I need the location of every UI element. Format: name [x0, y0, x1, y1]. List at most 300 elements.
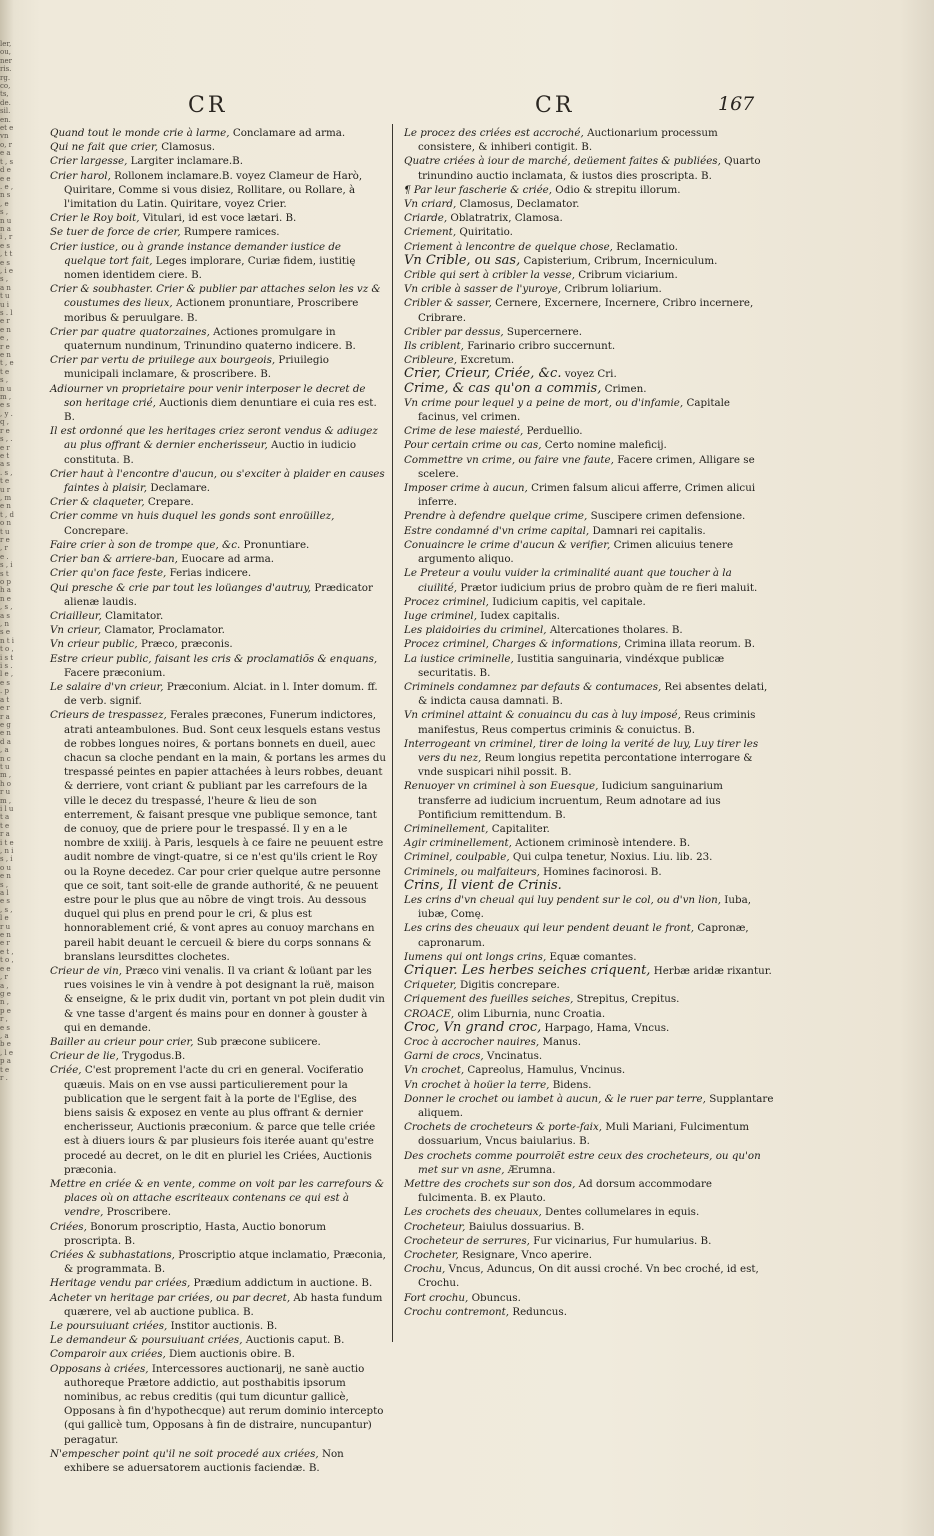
dictionary-entry	[50, 1035, 386, 1049]
entry-french: Criées,	[50, 1220, 87, 1233]
entry-french: Crocheteur,	[404, 1220, 466, 1233]
dictionary-entry	[50, 680, 386, 708]
entry-french: Donner le crochet ou iambet à aucun, & le ruer par terre,	[404, 1092, 706, 1105]
entry-french: Mettre en criée & en vente, comme on voit par les carrefours & places où on attache escriteaux contenans ce qui est à vendre,	[50, 1178, 385, 1219]
entry-latin: Clamosus, Declamator.	[456, 198, 580, 211]
entry-latin: Bidens.	[549, 1078, 592, 1091]
entry-latin: Reduncus.	[509, 1305, 567, 1318]
entry-latin: Ferales præcones, Funerum indictores, atrati anteambulones. Bud. Sont ceux lesquels estans vestus de robbes longues noires, & portans bonnets en dueil, auec chacun sa cloche pendant en la main, & portans les armes du trespassé peintes en papier attachées à leurs robbes, deuant & derriere, vont criant & publiant par les carrefours de la ville le decez du trespassé, l'heure & lieu de son enterrement, & faisant presque vne publique semonce, tant de conuoy, que de priere pour le trespassé. Il y en a le nombre de xxiiij. à Paris, lesquels à ce faire ne peuuent estre audit nombre de vingt-quatre, si ce n'est qu'ils crient le Roy ou la Royne decedez. Car pour crier quelque autre personne que ce soit, tant soit-elle de grande authorité, & ne peuuent estre pour le plus que au nõbre de vingt trois. Au dessous duquel qui plus en prend pour le cri, & plus est honnorablement crié, & vont apres au conuoy marchans en pareil habit deuant le cercueil & biere du corps sonnans & branslans leursdittes clochetes.	[64, 709, 386, 963]
dictionary-entry	[50, 240, 386, 283]
dictionary-entry	[404, 595, 774, 609]
entry-french: Criquer. Les herbes seiches criquent,	[404, 962, 651, 978]
entry-latin: Prætor iudicium prius de probro quàm de re fieri maluit.	[457, 581, 758, 594]
dictionary-entry	[404, 1063, 774, 1077]
page-number: 167	[718, 93, 755, 115]
entry-latin: Concrepare.	[64, 524, 129, 537]
entry-latin: Capreolus, Hamulus, Vncinus.	[464, 1064, 626, 1077]
dictionary-entry	[404, 268, 774, 282]
dictionary-entry	[50, 623, 386, 637]
entry-latin: Præco vini venalis. Il va criant & loüant par les rues voisines le vin à vendre à pot designant la ruë, maison & enseigne, & le prix dudit vin, portant vn pot plein dudit vin & vne tasse d'argent és mains pour en donner à gouster à qui en demande.	[64, 964, 385, 1034]
entry-latin: C'est proprement l'acte du cri en general. Vociferatio quæuis. Mais on en vse aussi particulierement pour la publication que le sergent fait à la porte de l'Eglise, des biens saisis & exposez en vente au plus offrant & dernier encherisseur, Auctionis præconium. & parce que telle criée est à diuers iours & par plusieurs fois iterée auant qu'estre procedé au decret, on le dit en pluriel les Criées, Auctionis præconia.	[64, 1064, 376, 1176]
entry-latin: Iustitia sanguinaria, vindéxque publicæ securitatis. B.	[418, 652, 725, 679]
entry-french: Criement,	[404, 226, 457, 239]
entry-french: Crieurs de trespassez,	[50, 709, 167, 722]
dictionary-entry	[404, 282, 774, 296]
entry-french: Vn Crible, ou sas,	[404, 252, 521, 268]
entry-latin: Intercessores auctionarij, ne sanè auctio authoreque Prætore addictio, aut posthabitis ipsorum nominibus, ac rebus creditis (qui tum dicuntur gallicè, Opposans à fin d'hypothecque) aut rerum dominio intercepto (qui gallicè tum, Opposans à fin de distraire, nuncupantur) peragatur.	[64, 1362, 384, 1446]
entry-french: Estre condamné d'vn crime capital,	[404, 524, 590, 537]
entry-latin: Clamitator.	[101, 609, 164, 622]
entry-latin: Altercationes tholares. B.	[546, 624, 683, 637]
entry-french: Qui presche & crie par tout les loüanges d'autruy,	[50, 581, 312, 594]
entry-latin: Farinario cribro succernunt.	[463, 340, 616, 353]
entry-latin: Reclamatio.	[612, 240, 678, 253]
entry-french: Criarde,	[404, 212, 448, 225]
dictionary-entry	[404, 538, 774, 566]
entry-french: Vn criard,	[404, 198, 457, 211]
entry-latin: Equæ comantes.	[546, 950, 637, 963]
entry-latin: Vncus, Aduncus, On dit aussi croché. Vn bec croché, id est, Crochu.	[418, 1263, 759, 1290]
entry-french: Les plaidoiries du criminel,	[404, 624, 547, 637]
entry-french: Crier par vertu de priuilege aux bourgeois,	[50, 354, 276, 367]
entry-latin: Leges implorare, Curiæ fidem, iustitię nomen identidem ciere. B.	[64, 254, 356, 282]
dictionary-entry	[404, 296, 774, 324]
dictionary-entry	[50, 424, 386, 467]
dictionary-entry	[404, 339, 774, 353]
entry-french: Crochu contremont,	[404, 1305, 510, 1318]
entry-french: Procez criminel, Charges & informations,	[404, 638, 622, 651]
dictionary-entry	[50, 154, 386, 168]
entry-latin: Perduellio.	[523, 425, 583, 438]
dictionary-entry	[50, 1276, 386, 1290]
entry-french: Renuoyer vn criminel à son Euesque,	[404, 780, 599, 793]
entry-french: Le demandeur & poursuiuant criées,	[50, 1334, 243, 1347]
entry-latin: Capisterium, Cribrum, Incerniculum.	[520, 254, 718, 267]
entry-french: Vn crible à sasser de l'yuroye,	[404, 283, 562, 296]
dictionary-entry	[404, 197, 774, 211]
entry-latin: Reum longius repetita percontatione interrogare & vnde suspicari nihil possit. B.	[418, 751, 753, 779]
dictionary-entry	[404, 1262, 774, 1290]
dictionary-entry	[50, 467, 386, 495]
entry-french: Vn crieur,	[50, 624, 102, 637]
dictionary-entry	[404, 325, 774, 339]
entry-latin: Iudicium sanguinarium transferre ad iudicium incruentum, Reum adnotare ad ius Pontificium remittendum. B.	[418, 780, 723, 821]
dictionary-entry	[404, 382, 774, 396]
entry-french: Garni de crocs,	[404, 1050, 484, 1063]
entry-french: Pour certain crime ou cas,	[404, 439, 542, 452]
column-divider	[392, 124, 393, 1342]
entry-latin: Bonorum proscriptio, Hasta, Auctio bonorum proscripta. B.	[64, 1220, 326, 1247]
entry-latin: Digitis concrepare.	[456, 979, 560, 992]
entry-latin: Crimina illata reorum. B.	[621, 638, 756, 651]
entry-latin: Clamosus.	[158, 141, 216, 154]
dictionary-entry	[404, 453, 774, 481]
entry-latin: Rei absentes delati, & indicta causa damnati. B.	[418, 680, 768, 708]
entry-latin: Homines facinorosi. B.	[539, 865, 662, 878]
entry-french: Les crins des cheuaux qui leur pendent deuant le front,	[404, 922, 695, 935]
entry-latin: Iudicium capitis, vel capitale.	[488, 595, 646, 608]
entry-latin: Strepitus, Crepitus.	[573, 993, 680, 1006]
entry-french: N'empescher point qu'il ne soit procedé aux criées,	[50, 1447, 319, 1460]
entry-latin: Reus criminis manifestus, Reus compertus criminis & conuictus. B.	[418, 709, 756, 736]
entry-french: Crier iustice, ou à grande instance demander iustice de quelque tort fait,	[50, 240, 341, 267]
entry-latin: Auctionarium processum consistere, & inhiberi contigit. B.	[418, 127, 718, 154]
entry-french: Criminellement,	[404, 822, 489, 835]
entry-latin: Fur vicinarius, Fur humularius. B.	[529, 1234, 712, 1247]
entry-french: Vn crieur public,	[50, 638, 138, 651]
entry-latin: Rumpere ramices.	[180, 226, 280, 239]
entry-french: Crier & soubhaster. Crier & publier par attaches selon les vz & coustumes des lieux,	[50, 283, 381, 310]
entry-french: Crier le Roy boit,	[50, 212, 140, 225]
entry-french: Cribleure,	[404, 354, 457, 367]
entry-latin: Capitale facinus, vel crimen.	[418, 396, 731, 424]
entry-french: Crible qui sert à cribler la vesse,	[404, 269, 575, 282]
entry-latin: Auctionis caput. B.	[242, 1334, 345, 1347]
entry-french: Crieur de lie,	[50, 1050, 119, 1063]
entry-latin: Capronæ, capronarum.	[418, 922, 749, 949]
dictionary-entry	[404, 396, 774, 424]
entry-french: Heritage vendu par criées,	[50, 1277, 191, 1290]
dictionary-entry	[404, 609, 774, 623]
entry-latin: Manus.	[539, 1036, 581, 1048]
entry-latin: Proscribere.	[103, 1206, 172, 1219]
entry-french: Le salaire d'vn crieur,	[50, 680, 164, 693]
entry-latin: Conclamare ad arma.	[229, 127, 346, 139]
dictionary-entry	[50, 1447, 386, 1475]
entry-french: ¶ Par leur fascherie & criée,	[404, 183, 553, 196]
entry-latin: Ærumna.	[504, 1163, 556, 1176]
entry-latin: Cribrum loliarium.	[561, 283, 662, 296]
adjacent-page-gutter: ler, ou, ner ris. rg. co, ts, de. sil. en. et e vn o, r e a t , s d e e e . e , n s , e s , n u n a i , r e s , t t e s , i e s , a n t u u i s . l e r e n e , r e e n t , e t e s , n u m , e s , y . q , r e s , . e r e t a s . s , t e u r , m e n t , d o n t u r e , r e . s , i s t o p h a n e , s , a s , n s e n t i t o , i s t i s . l e , e s . p a t e r r a e g e n d a , a n c t u m , h o r u m , i l u t a t e r a i t e , n i s , i o u e n s , a l e s , s , l e r u e n e r e t , t o , e e , r a , g e n , p e r , e s , a b e , l e p a t e r .	[0, 40, 14, 1082]
dictionary-entry	[404, 524, 774, 538]
dictionary-entry	[404, 1092, 774, 1120]
dictionary-entry	[404, 367, 774, 381]
entry-french: Se tuer de force de crier,	[50, 226, 181, 239]
entry-french: Criminels condamnez par defauts & contumaces,	[404, 680, 662, 693]
dictionary-entry	[404, 353, 774, 367]
entry-latin: Quarto trinundino auctio inclamata, & iustos dies proscripta. B.	[418, 155, 761, 182]
entry-latin: Prædicator alienæ laudis.	[64, 581, 373, 608]
entry-french: Crochu,	[404, 1263, 446, 1276]
dictionary-entry	[404, 1120, 774, 1148]
dictionary-entry	[50, 1248, 386, 1276]
dictionary-entry	[50, 1319, 386, 1333]
dictionary-entry	[50, 566, 386, 580]
entry-latin: Dentes collumelares in equis.	[541, 1206, 700, 1219]
entry-latin: Prædium addictum in auctione. B.	[190, 1277, 373, 1290]
entry-french: Criquement des fueilles seiches,	[404, 993, 574, 1006]
dictionary-entry	[404, 737, 774, 780]
entry-french: Le Preteur a voulu vuider la criminalité auant que toucher à la ciuilité,	[404, 567, 732, 594]
dictionary-entry	[50, 1333, 386, 1347]
entry-latin: Actionem criminosè intendere. B.	[511, 837, 691, 850]
entry-latin: Crimen.	[601, 382, 647, 395]
dictionary-entry	[50, 140, 386, 154]
entry-french: Adiourner vn proprietaire pour venir interposer le decret de son heritage crié,	[50, 382, 366, 409]
entry-french: Opposans à criées,	[50, 1362, 149, 1375]
entry-french: Bailler au crieur pour crier,	[50, 1036, 194, 1048]
entry-french: Crieur de vin,	[50, 964, 122, 977]
dictionary-entry	[404, 1305, 774, 1319]
entry-french: Commettre vn crime, ou faire vne faute,	[404, 453, 614, 466]
entry-french: Criminel, coulpable,	[404, 851, 510, 864]
dictionary-entry	[404, 1177, 774, 1205]
dictionary-entry	[404, 836, 774, 850]
entry-latin: Oblatratrix, Clamosa.	[447, 212, 563, 225]
dictionary-entry	[404, 211, 774, 225]
entry-latin: Auctio in iudicio constituta. B.	[64, 439, 357, 466]
dictionary-entry	[50, 708, 386, 964]
dictionary-entry	[50, 1063, 386, 1177]
entry-latin: Harpago, Hama, Vncus.	[541, 1021, 670, 1034]
entry-french: Criailleur,	[50, 609, 102, 622]
entry-french: Les crins d'vn cheual qui luy pendent sur le col, ou d'vn lion,	[404, 893, 721, 906]
dictionary-entry	[404, 1248, 774, 1262]
dictionary-entry	[404, 950, 774, 964]
dictionary-entry	[50, 282, 386, 325]
entry-french: Crime, & cas qu'on a commis,	[404, 380, 602, 396]
entry-french: Prendre à defendre quelque crime,	[404, 510, 588, 523]
entry-french: Crier & claqueter,	[50, 496, 145, 509]
running-head-center: CR	[535, 93, 575, 118]
entry-latin: Sub præcone subiicere.	[193, 1036, 321, 1048]
entry-latin: Facere crimen, Alligare se scelere.	[418, 453, 755, 480]
dictionary-entry	[404, 623, 774, 637]
dictionary-entry	[50, 552, 386, 566]
entry-french: Cribler par dessus,	[404, 325, 504, 338]
dictionary-entry	[404, 126, 774, 154]
entry-latin: Qui culpa tenetur, Noxius. Liu. lib. 23.	[509, 851, 713, 864]
entry-latin: Facere præconium.	[64, 666, 166, 679]
entry-french: Crier par quatre quatorzaines,	[50, 325, 210, 338]
left-column	[50, 126, 386, 1475]
entry-french: Ils criblent,	[404, 340, 464, 353]
entry-latin: Suscipere crimen defensione.	[587, 510, 746, 523]
dictionary-entry	[404, 1049, 774, 1063]
entry-french: Criées & subhastations,	[50, 1249, 175, 1262]
dictionary-entry	[50, 1347, 386, 1361]
dictionary-entry	[404, 921, 774, 949]
entry-french: Crier comme vn huis duquel les gonds sont enroüillez,	[50, 510, 335, 523]
entry-latin: Non exhibere se aduersatorem auctionis faciendæ. B.	[64, 1447, 344, 1475]
entry-latin: Trygodus.B.	[118, 1050, 186, 1063]
entry-french: Crocheter,	[404, 1249, 459, 1262]
entry-french: Fort crochu,	[404, 1291, 469, 1304]
entry-french: Des crochets comme pourroiẽt estre ceux des crocheteurs, ou qu'on met sur vn asne,	[404, 1149, 761, 1176]
dictionary-entry	[404, 481, 774, 509]
dictionary-entry	[404, 1220, 774, 1234]
entry-french: Le poursuiuant criées,	[50, 1320, 168, 1333]
dictionary-entry	[50, 211, 386, 225]
dictionary-entry	[404, 652, 774, 680]
entry-french: Conuaincre le crime d'aucun & verifier,	[404, 538, 611, 551]
entry-latin: Institor auctionis. B.	[167, 1320, 278, 1333]
dictionary-entry	[404, 1021, 774, 1035]
entry-latin: Crimen alicuius tenere argumento aliquo.	[418, 538, 734, 566]
entry-latin: Actionem pronuntiare, Proscribere moribus & peruulgare. B.	[64, 297, 359, 324]
dictionary-entry	[404, 183, 774, 197]
dictionary-entry	[404, 424, 774, 438]
entry-latin: Auctionis diem denuntiare ei cuia res est. B.	[64, 396, 377, 424]
dictionary-entry	[50, 169, 386, 212]
dictionary-entry	[50, 1291, 386, 1319]
entry-french: CROACE,	[404, 1007, 455, 1020]
dictionary-entry	[50, 538, 386, 552]
entry-latin: voyez Cri.	[561, 368, 617, 381]
dictionary-entry	[404, 154, 774, 182]
dictionary-entry	[404, 240, 774, 254]
entry-french: Criqueter,	[404, 979, 457, 992]
entry-latin: Præconium. Alciat. in l. Inter domum. ff. de verb. signif.	[64, 680, 378, 708]
entry-latin: Crimen falsum alicui afferre, Crimen alicui inferre.	[418, 482, 756, 509]
entry-latin: Declamare.	[147, 482, 211, 495]
entry-french: Estre crieur public, faisant les cris & proclamatiõs & enquans,	[50, 652, 378, 665]
entry-french: Iumens qui ont longs crins,	[404, 950, 547, 963]
dictionary-entry	[404, 893, 774, 921]
dictionary-entry	[50, 652, 386, 680]
entry-latin: Euocare ad arma.	[177, 553, 275, 566]
dictionary-entry	[50, 1220, 386, 1248]
dictionary-entry	[404, 509, 774, 523]
entry-latin: Obuncus.	[468, 1291, 521, 1304]
entry-french: Vn crime pour lequel y a peine de mort, ou d'infamie,	[404, 396, 684, 409]
entry-latin: Herbæ aridæ rixantur.	[650, 964, 772, 977]
dictionary-entry	[50, 581, 386, 609]
entry-french: Croc à accrocher nauires,	[404, 1036, 540, 1048]
entry-french: Mettre des crochets sur son dos,	[404, 1178, 576, 1191]
entry-latin: Vitulari, id est voce lætari. B.	[139, 212, 297, 225]
dictionary-entry	[50, 609, 386, 623]
dictionary-entry	[404, 680, 774, 708]
entry-french: Criée,	[50, 1064, 82, 1077]
entry-latin: Diem auctionis obire. B.	[165, 1348, 295, 1361]
entry-latin: Largiter inclamare.B.	[127, 155, 243, 168]
right-column	[404, 126, 774, 1319]
dictionary-entry	[404, 1291, 774, 1305]
entry-french: Crins, Il vient de Crinis.	[404, 877, 562, 893]
entry-latin: Iuba, iubæ, Comę.	[418, 893, 751, 921]
dictionary-entry	[404, 708, 774, 736]
entry-latin: olim Liburnia, nunc Croatia.	[454, 1007, 606, 1020]
entry-french: Quand tout le monde crie à larme,	[50, 127, 230, 139]
dictionary-entry	[404, 964, 774, 978]
entry-french: Crochets de crocheteurs & porte-faix,	[404, 1121, 603, 1134]
entry-french: Crocheteur de serrures,	[404, 1234, 530, 1247]
entry-latin: Cernere, Excernere, Incernere, Cribro incernere, Cribrare.	[418, 297, 754, 324]
entry-latin: Præco, præconis.	[137, 638, 233, 651]
dictionary-entry	[50, 509, 386, 537]
entry-french: Le procez des criées est accroché,	[404, 127, 584, 139]
dictionary-entry	[404, 992, 774, 1006]
entry-french: Vn crochet,	[404, 1064, 465, 1077]
entry-latin: Baiulus dossuarius. B.	[465, 1220, 585, 1233]
dictionary-entry	[50, 325, 386, 353]
dictionary-entry	[404, 978, 774, 992]
dictionary-entry	[404, 637, 774, 651]
entry-french: Crier haut à l'encontre d'aucun, ou s'exciter à plaider en causes faintes à plaisir,	[50, 467, 385, 495]
dictionary-entry	[404, 225, 774, 239]
entry-latin: Cribrum viciarium.	[574, 269, 678, 282]
entry-french: Iuge criminel,	[404, 609, 477, 622]
entry-latin: Priuilegio municipali inclamare, & proscribere. B.	[64, 354, 329, 381]
entry-latin: Iudex capitalis.	[477, 609, 560, 622]
entry-french: Quatre criées à iour de marché, deüement faites & publiées,	[404, 155, 721, 168]
dictionary-entry	[404, 879, 774, 893]
entry-latin: Certo nomine maleficij.	[541, 439, 667, 452]
entry-latin: Excretum.	[457, 354, 515, 367]
entry-latin: Quiritatio.	[456, 226, 513, 239]
entry-latin: Vncinatus.	[483, 1050, 543, 1063]
dictionary-entry	[50, 353, 386, 381]
entry-french: Criement à lencontre de quelque chose,	[404, 240, 613, 253]
entry-latin: Ab hasta fundum quærere, vel ab auctione publica. B.	[64, 1291, 383, 1318]
dictionary-entry	[404, 779, 774, 822]
entry-french: Crier, Crieur, Criée, &c.	[404, 366, 562, 382]
entry-latin: Ad dorsum accommodare fulcimenta. B. ex Plauto.	[418, 1178, 712, 1205]
entry-latin: Resignare, Vnco aperire.	[458, 1249, 593, 1262]
entry-french: La iustice criminelle,	[404, 652, 514, 665]
dictionary-entry	[404, 566, 774, 594]
entry-french: Il est ordonné que les heritages criez seront vendus & adiugez au plus offrant & dernier encherisseur,	[50, 425, 378, 452]
dictionary-entry	[404, 850, 774, 864]
entry-french: Procez criminel,	[404, 595, 489, 608]
dictionary-entry	[50, 225, 386, 239]
entry-latin: Proscriptio atque inclamatio, Præconia, & programmata. B.	[64, 1249, 386, 1276]
entry-french: Comparoir aux criées,	[50, 1348, 166, 1361]
entry-french: Cribler & sasser,	[404, 297, 492, 310]
entry-french: Agir criminellement,	[404, 837, 512, 850]
dictionary-entry	[50, 1177, 386, 1220]
entry-latin: Muli Mariani, Fulcimentum dossuarium, Vncus baiularius. B.	[418, 1121, 750, 1148]
entry-french: Interrogeant vn criminel, tirer de loing la verité de luy, Luy tirer les vers du nez,	[404, 737, 759, 764]
entry-french: Qui ne fait que crier,	[50, 141, 159, 154]
entry-latin: Supplantare aliquem.	[418, 1092, 774, 1120]
entry-french: Croc, Vn grand croc,	[404, 1019, 542, 1035]
dictionary-entry	[50, 964, 386, 1035]
entry-latin: Clamator, Proclamator.	[101, 624, 225, 637]
dictionary-entry	[50, 1362, 386, 1447]
entry-french: Acheter vn heritage par criées, ou par decret,	[50, 1291, 291, 1304]
entry-french: Criminels, ou malfaiteurs,	[404, 865, 540, 878]
dictionary-entry	[404, 1007, 774, 1021]
entry-french: Vn criminel attaint & conuaincu du cas à luy imposé,	[404, 709, 681, 722]
entry-latin: Capitaliter.	[488, 822, 550, 835]
entry-french: Vn crochet à hoüer la terre,	[404, 1078, 550, 1091]
dictionary-entry	[404, 1149, 774, 1177]
dictionary-entry	[404, 1078, 774, 1092]
dictionary-entry	[50, 126, 386, 140]
entry-french: Les crochets des cheuaux,	[404, 1206, 542, 1219]
dictionary-entry	[50, 495, 386, 509]
entry-latin: Crepare.	[144, 496, 194, 509]
entry-latin: Ferias indicere.	[166, 567, 252, 580]
entry-french: Crier ban & arriere-ban,	[50, 553, 178, 566]
dictionary-entry	[404, 438, 774, 452]
entry-french: Crime de lese maiesté,	[404, 425, 524, 438]
dictionary-entry	[50, 382, 386, 425]
dictionary-entry	[404, 1205, 774, 1219]
entry-latin: Pronuntiare.	[240, 538, 310, 551]
entry-latin: Odio & strepitu illorum.	[552, 183, 681, 196]
entry-latin: Damnari rei capitalis.	[589, 524, 706, 537]
entry-french: Crier qu'on face feste,	[50, 567, 167, 580]
dictionary-entry	[50, 637, 386, 651]
entry-french: Faire crier à son de trompe que, &c.	[50, 538, 241, 551]
entry-latin: Supercernere.	[503, 325, 583, 338]
entry-french: Imposer crime à aucun,	[404, 482, 528, 495]
dictionary-entry	[404, 254, 774, 268]
dictionary-entry	[50, 1049, 386, 1063]
